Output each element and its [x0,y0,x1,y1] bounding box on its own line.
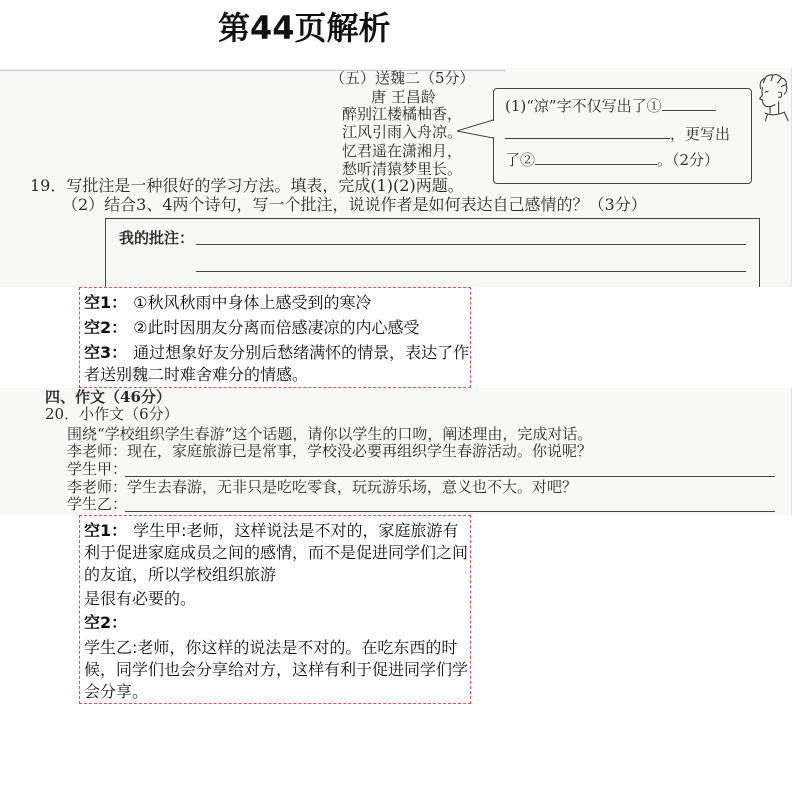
answer-text: 的友谊，所以学校组织旅游 [84,565,277,584]
answer-text: ①秋风秋雨中身体上感受到的寒冷 [133,293,372,312]
annotation-answer-box [105,218,760,287]
question-19-stem: 19．写批注是一种很好的学习方法。填表，完成(1)(2)两题。 [30,176,464,195]
answer-text: 学生乙:老师，你这样的说法是不对的。在吃东西的时 [84,638,458,657]
answer-box-q20 [79,515,471,704]
fill-blank-1 [662,97,716,111]
blank-label: 空3： [84,343,128,362]
answer-line [84,614,133,632]
question-20-prompt: 围绕“学校组织学生春游”这个话题，请你以学生的口吻，阐述理由，完成对话。 [67,425,593,443]
callout-line-2 [505,125,730,143]
callout-line-2-text: ，更写出 [670,125,731,143]
annotation-writing-line [196,244,746,245]
scan-section-composition [0,388,792,515]
answer-text: 者送别魏二时难舍难分的情感。 [84,365,309,384]
blank-label: 空2： [84,318,128,337]
dialogue-student-a-label: 学生甲： [67,460,128,478]
poem-heading: （五）送魏二（5分） [330,69,475,87]
answer-text: ②此时因朋友分离而倍感凄凉的内心感受 [133,318,420,337]
student-head-icon [752,72,790,122]
fill-blank-2 [535,151,657,165]
poem-author: 唐 王昌龄 [371,88,436,106]
scan-section-poem [0,68,792,287]
callout-line-3 [505,151,719,169]
answer-box-q19 [79,287,471,388]
student-a-answer-line [125,476,775,477]
dialogue-teacher-line: 李老师：学生去春游，无非只是吃吃零食，玩玩游乐场，意义也不大。对吧？ [67,478,578,496]
question-20-title: 20．小作文（6分） [45,405,179,423]
annotation-callout-box [493,88,752,184]
callout-line-3-tail: 。（2分） [657,151,720,169]
poem-line: 江风引雨入舟凉。 [342,123,463,141]
annotation-writing-line [196,271,746,272]
student-b-answer-line [125,511,775,512]
dialogue-teacher-line: 李老师：现在，家庭旅游已是常事，学校没必要再组织学生春游活动。你说呢？ [67,442,593,460]
answer-line [84,344,469,362]
section-4-heading: 四、作文（46分） [45,388,171,406]
answer-line [84,294,372,312]
answer-text: 是很有必要的。 [84,589,197,608]
poem-line: 忆君遥在潇湘月， [342,142,463,160]
blank-label: 空1： [84,293,128,312]
callout-line-1 [505,97,716,115]
blank-label: 空2： [84,613,128,632]
answer-text: 会分享。 [84,682,149,701]
answer-text: 候，同学们也会分享给对方，这样有利于促进同学们学 [84,660,469,679]
answer-text: 利于促进家庭成员之间的感情，而不是促进同学们之间 [84,543,469,562]
callout-line-3-head: 了② [505,151,536,169]
fill-blank-1-continued [505,125,670,139]
answer-text: 学生甲:老师，这样说法是不对的，家庭旅游有 [133,521,459,540]
answer-line [84,522,459,540]
answer-line [84,319,420,337]
blank-label: 空1： [84,521,128,540]
callout-pointer-icon [455,116,497,142]
dialogue-student-b-label: 学生乙： [67,495,128,513]
page-title: 第44页解析 [218,9,391,47]
poem-line: 愁听清猿梦里长。 [342,160,463,178]
question-19-part-2: （2）结合3、4两个诗句，写一个批注，说说作者是如何表达自己感情的？（3分） [62,195,647,214]
annotation-label: 我的批注： [119,229,195,247]
callout-line-1-text: (1)“凉”字不仅写出了① [505,97,662,115]
answer-text: 通过想象好友分别后愁绪满怀的情景，表达了作 [133,343,470,362]
poem-line: 醉别江楼橘柚香， [342,105,463,123]
